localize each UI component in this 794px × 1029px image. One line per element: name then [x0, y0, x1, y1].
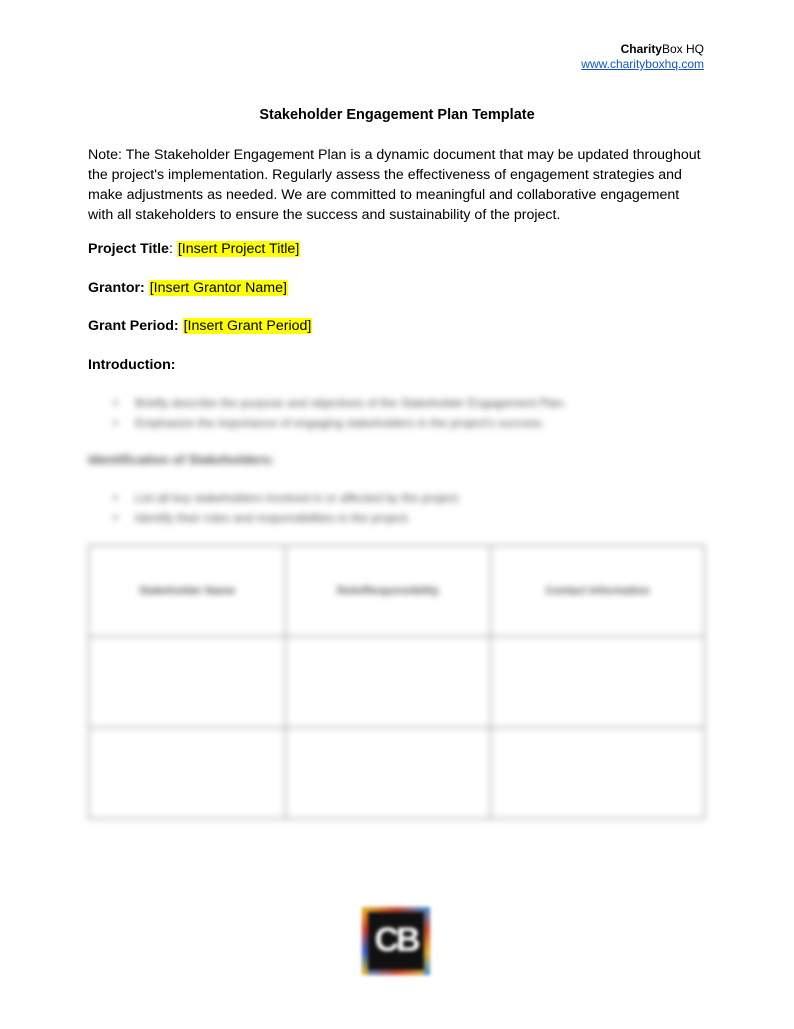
grant-period-field — [88, 318, 312, 334]
table-header-cell: Role/Responsibility — [286, 546, 491, 637]
project-title-separator: : — [168, 241, 177, 257]
brand-name — [621, 42, 704, 56]
grantor-field — [88, 280, 288, 296]
grant-period-label: Grant Period: — [88, 318, 183, 334]
list-item: ● Emphasize the importance of engaging stakeholders in the project's success. — [113, 413, 703, 433]
brand-name-bold: Charity — [620, 42, 662, 56]
list-item: ● List all key stakeholders involved in or affected by the project. — [113, 488, 703, 508]
table-header-row — [89, 546, 705, 637]
table-cell[interactable] — [286, 728, 491, 819]
introduction-heading: Introduction: — [88, 357, 176, 373]
introduction-bullets — [113, 393, 703, 433]
logo-stripe-top — [362, 907, 430, 912]
grantor-label: Grantor: — [88, 280, 149, 296]
project-title-placeholder[interactable]: [Insert Project Title] — [177, 241, 300, 257]
note-paragraph: Note: The Stakeholder Engagement Plan is a dynamic document that may be updated throughout the project's implementation. Regularly assess the effectiveness of engagement strategies and make adjustments as needed. We are committed to meaningful and collaborative engagement with all stakeholders to ensure the success and sustainability of the project. — [88, 147, 701, 223]
project-title-label: Project Title — [88, 241, 169, 257]
table-cell[interactable] — [491, 637, 705, 728]
table-header-cell: Contact Information — [491, 546, 705, 637]
table-cell[interactable] — [286, 637, 491, 728]
table-row — [89, 637, 705, 728]
grantor-placeholder[interactable]: [Insert Grantor Name] — [149, 280, 287, 296]
charitybox-logo — [362, 907, 430, 975]
logo-stripe-bottom — [362, 970, 430, 975]
grant-period-placeholder[interactable]: [Insert Grant Period] — [183, 318, 312, 334]
logo-mark: CB — [374, 921, 418, 959]
identification-bullets — [113, 488, 703, 528]
brand-header — [581, 42, 704, 72]
table-header-cell: Stakeholder Name — [89, 546, 286, 637]
document-title: Stakeholder Engagement Plan Template — [259, 107, 535, 123]
brand-name-rest: Box HQ — [661, 42, 704, 56]
project-title-field — [88, 241, 300, 257]
stakeholder-table — [88, 545, 705, 819]
table-cell[interactable] — [89, 728, 286, 819]
list-item: ● Identify their roles and responsibilities in the project. — [113, 508, 703, 528]
table-row — [89, 728, 705, 819]
stakeholder-table-wrapper — [88, 545, 704, 819]
table-cell[interactable] — [491, 728, 705, 819]
brand-url-link[interactable]: www.charityboxhq.com — [581, 57, 704, 71]
identification-heading: Identification of Stakeholders: — [88, 452, 275, 467]
list-item: ● Briefly describe the purpose and objectives of the Stakeholder Engagement Plan. — [113, 393, 703, 413]
table-cell[interactable] — [89, 637, 286, 728]
